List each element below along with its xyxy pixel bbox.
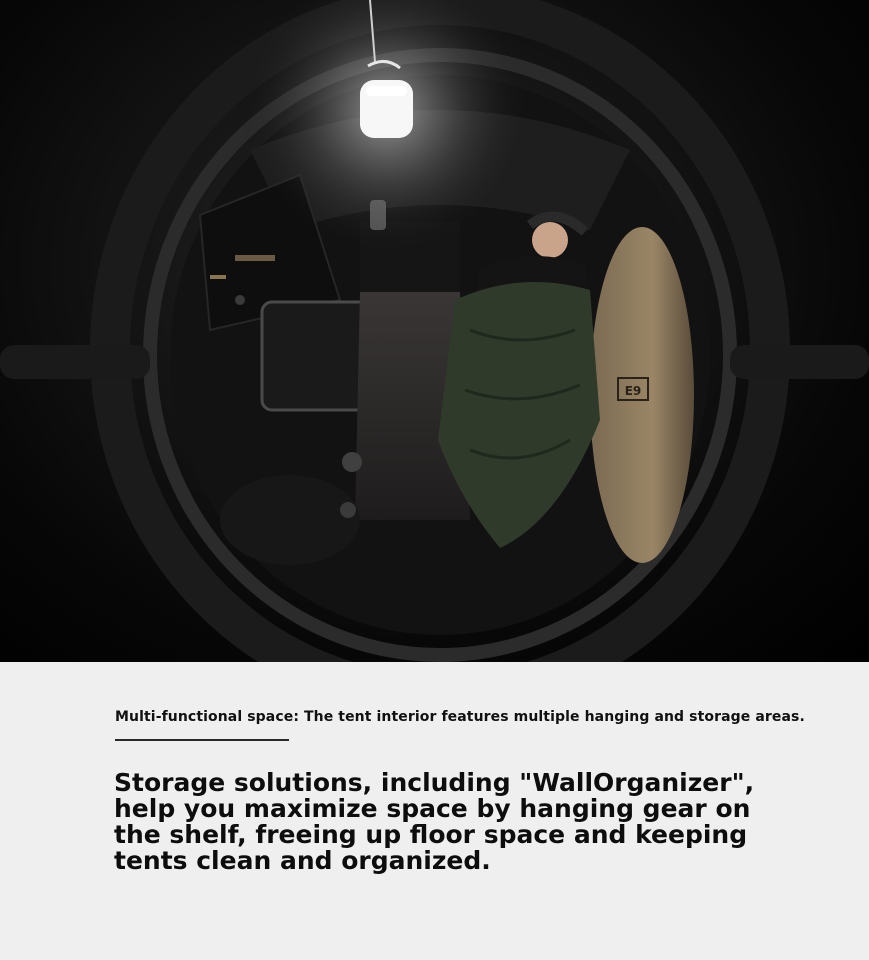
person-head [532,222,568,258]
caption-subtitle: Multi-functional space: The tent interior features multiple hanging and storage areas. [115,709,805,725]
caption-headline: Storage solutions, including "WallOrganizer", help you maximize space by hanging gear on the shelf, freeing up floor space and keeping tents clean and organized. [114,768,755,875]
caption-divider [115,739,289,741]
gear-pile [220,475,360,565]
gear-item [342,452,362,472]
gear-item [340,502,356,518]
left-pole [0,345,150,379]
organizer-item [235,255,275,261]
right-pole [730,345,869,379]
surfboard [590,227,694,563]
organizer-item [235,295,245,305]
svg-text:E9: E9 [624,384,642,398]
organizer-item [210,275,226,279]
caption-section [0,662,869,960]
hanging-bag [262,302,374,410]
